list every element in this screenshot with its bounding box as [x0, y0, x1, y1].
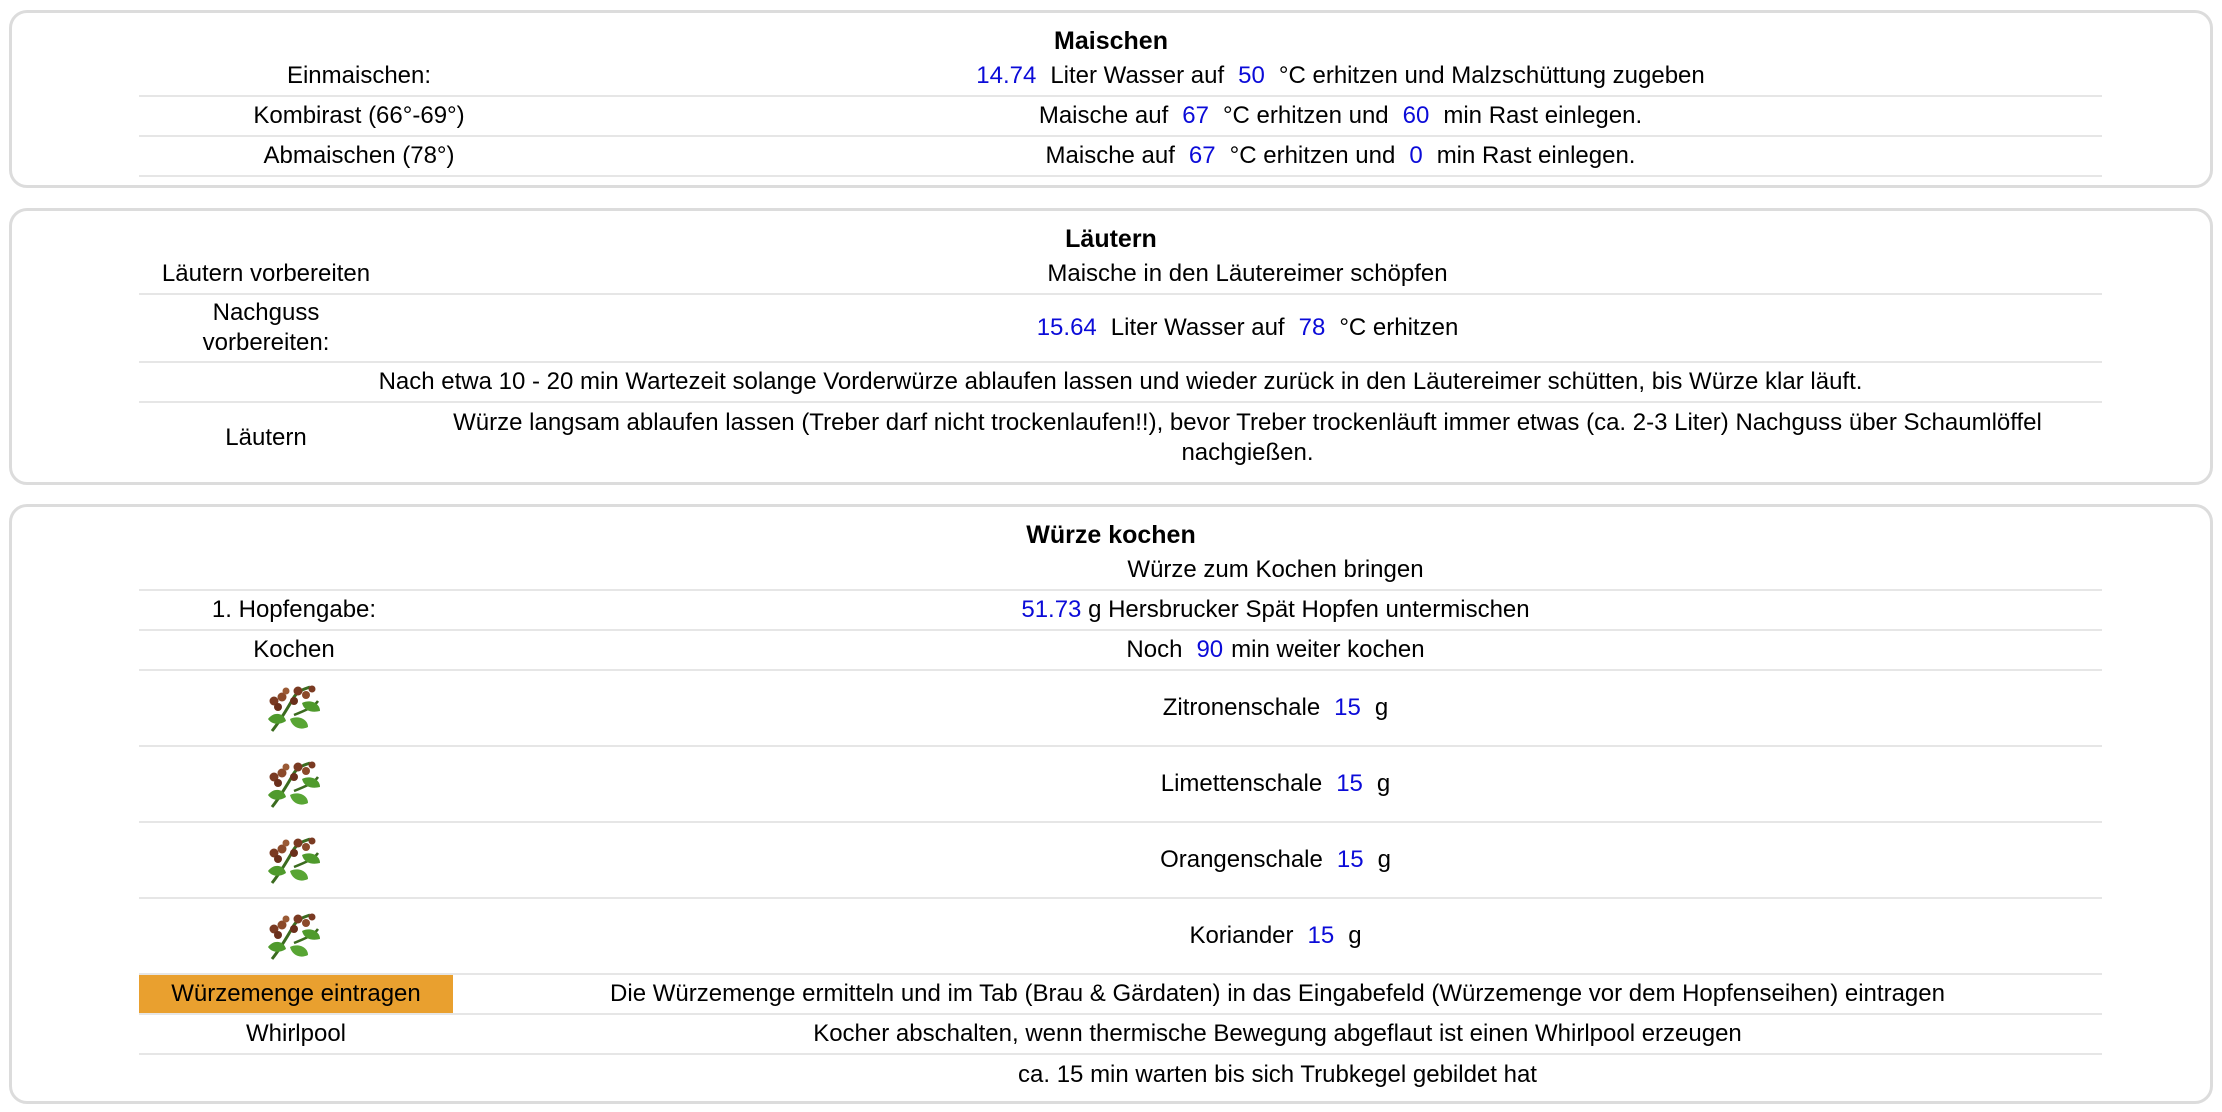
spice-amount: 15 [1336, 846, 1364, 873]
row-label: Abmaischen (78°) [263, 142, 455, 169]
hop-plant-icon [139, 823, 449, 897]
row-text: Maische in den Läutereimer schöpfen [1047, 260, 1448, 287]
table-row [139, 363, 2102, 403]
hop-plant-icon [139, 671, 449, 745]
panel-wuerze-kochen [9, 504, 2213, 1104]
table-row: 1. Hopfengabe: 51.73 g Hersbrucker Spät Hopfen untermischen [139, 591, 2102, 631]
temperature-value: 50 [1238, 62, 1265, 89]
row-label: Läutern [225, 424, 307, 451]
hop-plant-icon [139, 747, 449, 821]
panel-laeutern [9, 208, 2213, 485]
section-title-maischen: Maischen [1054, 27, 1168, 55]
table-row [139, 975, 2102, 1015]
hop-amount-value: 51.73 [1021, 596, 1082, 623]
table-row [139, 1015, 2102, 1055]
table-row: Zitronenschale 15 g [139, 671, 2102, 747]
row-label: Whirlpool [245, 1020, 347, 1047]
spice-name: Orangenschale [1160, 846, 1323, 873]
row-text: Nach etwa 10 - 20 min Wartezeit solange Vorderwürze ablaufen lassen und wieder zurück in den Läutereimer schütten, bis Würze klar läuft. [378, 368, 1863, 395]
temperature-value: 67 [1188, 142, 1216, 169]
section-title-laeutern: Läutern [1065, 225, 1157, 253]
table-row: Nachguss vorbereiten: 15.64 Liter Wasser auf 78 °C erhitzen [139, 295, 2102, 363]
spice-amount: 15 [1307, 922, 1335, 949]
section-title-kochen: Würze kochen [1026, 521, 1196, 549]
row-label: 1. Hopfengabe: [211, 596, 377, 623]
table-row [139, 551, 2102, 591]
table-row [139, 1055, 2102, 1095]
table-row: Orangenschale 15 g [139, 823, 2102, 899]
panel-maischen [9, 10, 2213, 188]
table-row [139, 403, 2102, 473]
temperature-value: 78 [1298, 314, 1326, 341]
table-row: Abmaischen (78°) Maische auf 67 °C erhitzen und 0 min Rast einlegen. [139, 137, 2102, 177]
rest-minutes-value: 0 [1409, 142, 1423, 169]
row-text: Die Würzemenge ermitteln und im Tab (Brau & Gärdaten) in das Eingabefeld (Würzemenge vor dem Hopfenseihen) eintragen [610, 980, 1945, 1007]
row-label: Einmaischen: [286, 62, 432, 89]
table-row: Kochen Noch 90 min weiter kochen [139, 631, 2102, 671]
table-row: Kombirast (66°-69°) Maische auf 67 °C erhitzen und 60 min Rast einlegen. [139, 97, 2102, 137]
row-label: Kombirast (66°-69°) [253, 102, 465, 129]
spice-name: Zitronenschale [1162, 694, 1321, 721]
table-row [139, 255, 2102, 295]
spice-amount: 15 [1334, 694, 1361, 721]
row-text: ca. 15 min warten bis sich Trubkegel gebildet hat [1018, 1061, 1537, 1088]
water-liter-value: 14.74 [976, 62, 1037, 89]
spice-name: Koriander [1189, 922, 1294, 949]
row-label: Kochen [253, 636, 335, 663]
wuerzemenge-eintragen-button[interactable]: Würzemenge eintragen [139, 975, 453, 1013]
temperature-value: 67 [1182, 102, 1209, 129]
table-row: Einmaischen: 14.74 Liter Wasser auf 50 °C erhitzen und Malzschüttung zugeben [139, 57, 2102, 97]
table-row: Koriander 15 g [139, 899, 2102, 975]
rest-minutes-value: 60 [1402, 102, 1430, 129]
water-liter-value: 15.64 [1036, 314, 1097, 341]
row-text: Würze langsam ablaufen lassen (Treber darf nicht trockenlaufen!!), bevor Treber trockenläuft immer etwas (ca. 2-3 Liter) Nachguss über Schaumlöffel nachgießen. [453, 409, 2042, 466]
row-text: Würze zum Kochen bringen [1127, 556, 1424, 583]
table-row: Limettenschale 15 g [139, 747, 2102, 823]
row-label: Nachguss vorbereiten: [202, 299, 330, 356]
spice-name: Limettenschale [1160, 770, 1323, 797]
hop-plant-icon [139, 899, 449, 973]
row-label: Läutern vorbereiten [161, 260, 371, 287]
boil-minutes-value: 90 [1196, 636, 1224, 663]
row-text: Kocher abschalten, wenn thermische Bewegung abgeflaut ist einen Whirlpool erzeugen [813, 1020, 1742, 1047]
spice-amount: 15 [1336, 770, 1363, 797]
